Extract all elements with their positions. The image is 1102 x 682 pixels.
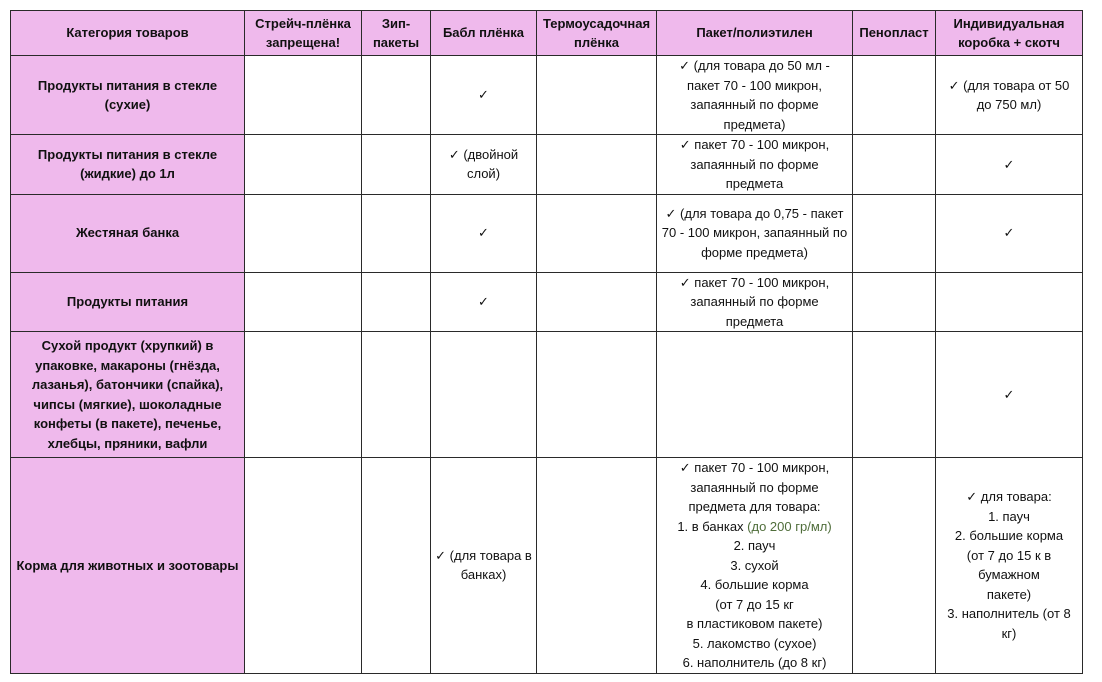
shrink-cell (537, 272, 657, 332)
stretch-cell (245, 272, 362, 332)
foam-cell (853, 272, 936, 332)
table-row (11, 135, 1083, 195)
foam-cell (853, 194, 936, 272)
bag-cell: ✓ пакет 70 - 100 микрон, запаянный по форме предмета (657, 135, 853, 195)
bubble-cell (431, 332, 537, 458)
header-bag-polyethylene: Пакет/полиэтилен (657, 11, 853, 56)
packaging-table (10, 10, 1083, 674)
shrink-cell (537, 332, 657, 458)
table-row (11, 272, 1083, 332)
bag-cell: ✓ пакет 70 - 100 микрон, запаянный по форме предмета (657, 272, 853, 332)
bubble-cell: ✓ (431, 272, 537, 332)
header-shrink-film: Термоусадочная плёнка (537, 11, 657, 56)
header-foam: Пенопласт (853, 11, 936, 56)
box-cell: ✓ (936, 332, 1083, 458)
foam-cell (853, 56, 936, 135)
zip-cell (362, 56, 431, 135)
bag-cell: ✓ пакет 70 - 100 микрон, запаянный по форме предмета для товара: 1. в банках (до 200 гр/мл) 2. пауч 3. сухой 4. большие корма (от 7 до 15 кг в пластиковом пакете) 5. лакомство (сухое) 6. наполнитель (до 8 кг) (657, 458, 853, 674)
shrink-cell (537, 135, 657, 195)
header-zip-bags: Зип-пакеты (362, 11, 431, 56)
bubble-cell: ✓ (431, 194, 537, 272)
header-bubble-wrap: Бабл плёнка (431, 11, 537, 56)
bubble-cell: ✓ (двойной слой) (431, 135, 537, 195)
foam-cell (853, 135, 936, 195)
packaging-table-wrapper (10, 10, 1083, 674)
bag-cell: ✓ (для товара до 0,75 - пакет 70 - 100 микрон, запаянный по форме предмета) (657, 194, 853, 272)
stretch-cell (245, 56, 362, 135)
foam-cell (853, 458, 936, 674)
shrink-cell (537, 56, 657, 135)
bubble-cell: ✓ (для товара в банках) (431, 458, 537, 674)
box-cell: ✓ для товара: 1. пауч 2. большие корма (от 7 до 15 к в бумажном пакете) 3. наполнитель (от 8 кг) (936, 458, 1083, 674)
zip-cell (362, 458, 431, 674)
stretch-cell (245, 332, 362, 458)
table-row (11, 56, 1083, 135)
category-cell: Корма для животных и зоотовары (11, 458, 245, 674)
zip-cell (362, 135, 431, 195)
stretch-cell (245, 135, 362, 195)
box-cell (936, 272, 1083, 332)
bag-cell: ✓ (для товара до 50 мл - пакет 70 - 100 микрон, запаянный по форме предмета) (657, 56, 853, 135)
category-cell: Жестяная банка (11, 194, 245, 272)
box-cell: ✓ (для товара от 50 до 750 мл) (936, 56, 1083, 135)
table-row (11, 332, 1083, 458)
stretch-cell (245, 458, 362, 674)
category-cell: Продукты питания в стекле (жидкие) до 1л (11, 135, 245, 195)
header-box-tape: Индивидуальная коробка + скотч (936, 11, 1083, 56)
box-cell: ✓ (936, 135, 1083, 195)
table-row (11, 194, 1083, 272)
header-row (11, 11, 1083, 56)
header-stretch-film: Стрейч-плёнка запрещена! (245, 11, 362, 56)
box-cell: ✓ (936, 194, 1083, 272)
shrink-cell (537, 194, 657, 272)
zip-cell (362, 194, 431, 272)
header-category: Категория товаров (11, 11, 245, 56)
table-row (11, 458, 1083, 674)
zip-cell (362, 332, 431, 458)
bag-cell (657, 332, 853, 458)
zip-cell (362, 272, 431, 332)
bubble-cell: ✓ (431, 56, 537, 135)
category-cell: Продукты питания в стекле (сухие) (11, 56, 245, 135)
category-cell: Продукты питания (11, 272, 245, 332)
stretch-cell (245, 194, 362, 272)
shrink-cell (537, 458, 657, 674)
category-cell: Сухой продукт (хрупкий) в упаковке, макароны (гнёзда, лазанья), батончики (спайка), чипсы (мягкие), шоколадные конфеты (в пакете), печенье, хлебцы, пряники, вафли (11, 332, 245, 458)
foam-cell (853, 332, 936, 458)
